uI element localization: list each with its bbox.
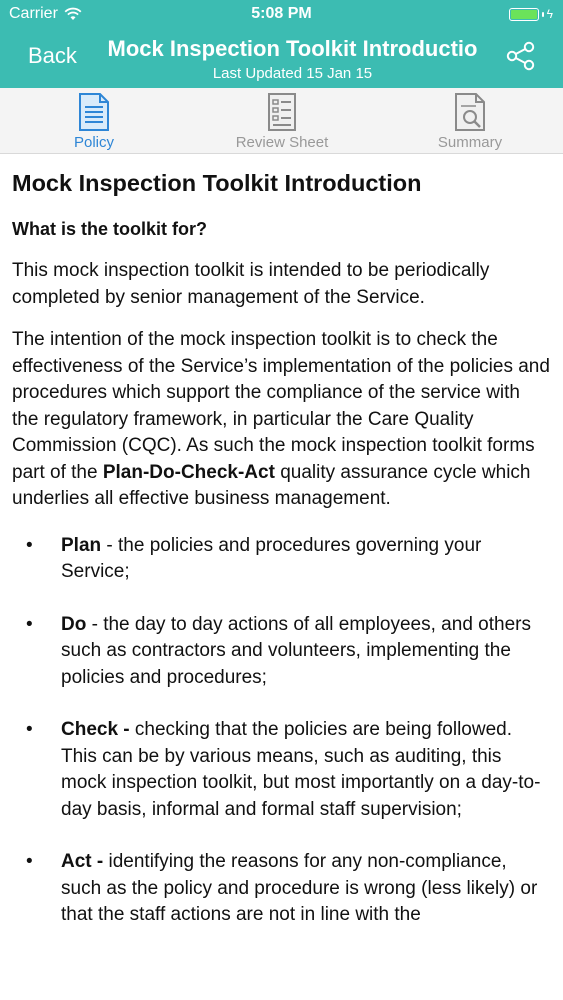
list-item-term: Check -: [61, 719, 130, 740]
tab-bar: [0, 88, 563, 154]
document-title: Mock Inspection Toolkit Introduction: [12, 170, 422, 196]
summary-search-document-icon: [452, 92, 488, 132]
paragraph-intro: This mock inspection toolkit is intended to be periodically completed by senior management of the Service.: [12, 260, 490, 308]
tab-policy-label: Policy: [73, 134, 114, 151]
charging-icon: ϟ: [546, 7, 553, 21]
bullet-icon: •: [26, 534, 33, 556]
list-item-text: - the policies and procedures governing your Service;: [61, 534, 482, 582]
nav-title: Mock Inspection Toolkit Introductio: [107, 36, 478, 61]
list-item-act: [12, 849, 551, 929]
bullet-icon: •: [26, 719, 33, 740]
list-item-text: - the day to day actions of all employees, and others such as contractors and volunteers, implementing the policies and procedures;: [61, 613, 531, 688]
list-item-do: [12, 612, 551, 692]
tab-summary-label: Summary: [437, 134, 503, 151]
review-sheet-icon: [264, 92, 300, 132]
policy-content[interactable]: [6, 154, 557, 1000]
bullet-icon: •: [26, 851, 33, 872]
list-item-text: checking that the policies are being followed. This can be by various means, such as auditing, this mock inspection toolkit, but most importantly on a day-to-day basis, informal and formal staff supervision;: [61, 719, 541, 820]
nav-subtitle: Last Updated 15 Jan 15: [212, 65, 373, 82]
list-item-term: Plan: [61, 534, 102, 556]
policy-document-icon: [76, 92, 112, 132]
bullet-icon: •: [26, 613, 33, 635]
tab-review-sheet[interactable]: [188, 88, 376, 154]
status-time: 5:08 PM: [251, 5, 312, 22]
status-bar: [0, 0, 563, 30]
pdca-term: Plan-Do-Check-Act: [102, 461, 275, 483]
tab-summary[interactable]: [376, 88, 563, 154]
paragraph-intention-tail: quality assurance cycle which underlies all effective business management.: [12, 461, 531, 509]
share-icon[interactable]: [505, 40, 537, 72]
list-item-term: Do: [61, 613, 87, 635]
list-item-check: [12, 717, 551, 823]
back-button[interactable]: Back: [28, 43, 77, 68]
paragraph-intention-text: The intention of the mock inspection toolkit is to check the effectiveness of the Service’s implementation of the policies and procedures which support the compliance of the service with the regulatory framework, in particular the Care Quality Commission (CQC). As such the mock inspection toolkit forms part of the: [12, 329, 550, 483]
carrier-label: Carrier: [9, 5, 58, 22]
tab-policy[interactable]: [0, 88, 188, 154]
section-heading: What is the toolkit for?: [12, 219, 207, 239]
pdca-list: [12, 533, 551, 929]
paragraph-intention: [12, 327, 551, 513]
list-item-plan: [12, 533, 551, 586]
tab-review-sheet-label: Review Sheet: [235, 134, 329, 151]
battery-icon: [509, 7, 553, 21]
nav-title-block: [100, 36, 485, 82]
list-item-text: identifying the reasons for any non-compliance, such as the policy and procedure is wrong (less likely) or that the staff actions are not in line with the: [61, 851, 538, 925]
list-item-term: Act -: [61, 851, 104, 872]
navigation-header: [0, 0, 563, 88]
